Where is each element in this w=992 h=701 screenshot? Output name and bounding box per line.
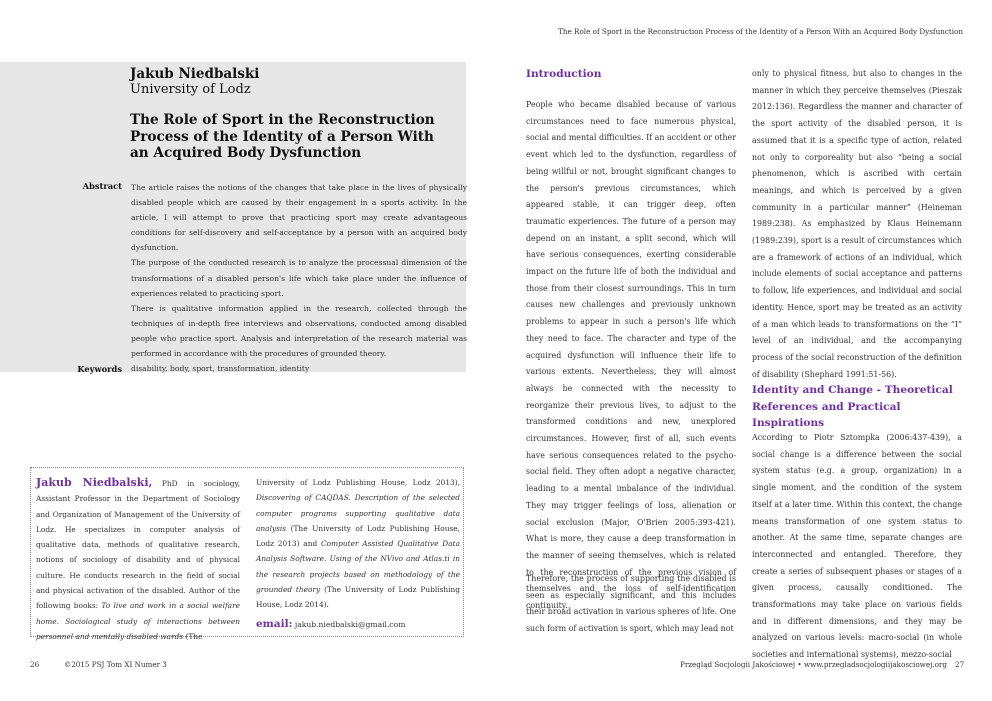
bio-text: PhD in sociology, Assistant Professor in the Department of Sociology and Organization of Management of the University of Lodz. He specializes in computer analysis of qualitative data, methods of qualitative research, notions of sociology of disability and of physical culture. He conducts research in the field of social and physical activation of the disabled. Author of the following books: [36,479,240,611]
email-row [256,618,405,630]
intro-paragraph-1: People who became disabled because of various circumstances need to face numerous physical, social and mental difficulties. If an accident or other event which led to the dysfunction, regardless of being willful or not, brought significant changes to the person's previous circumstances, which appeared stable, it can trigger deep, often traumatic experiences. The future of a person may depend on an instant, a split second, which will have serious consequences, exerting considerable impact on the future life of both the individual and those from their closest surroundings. This in turn causes new challenges and previously unknown problems to appear in such a person's life which they need to face. The character and type of the acquired dysfunction will influence their life to various extents. Nevertheless, they will almost always be connected with the necessity to reorganize their previous lives, to adjust to the transformed conditions and new, unexplored circumstances. However, first of all, such events have serious consequences related to the psycho-social field. They often adopt a negative character, leading to a mental imbalance of the individual. They may trigger feelings of loss, alienation or social exclusion (Major, O'Brien 2005:393-421). What is more, they cause a deep transformation in the manner of seeing themselves, which is related to the reconstruction of the previous vision of themselves and the loss of self-identification continuity. [526,100,736,611]
abstract-paragraph: The purpose of the conducted research is to analyze the processual dimension of the transformations of a disabled person's life which take place under the influence of experiences related to practicing sport. [131,258,467,298]
section-heading-introduction: Introduction [526,68,602,80]
paper-title: The Role of Sport in the Reconstruction Process of the Identity of a Person With an Acquired Body Dysfunction [130,112,435,161]
section-heading-identity-and-change: Identity and Change - Theoretical References and Practical Inspirations [752,384,953,429]
footer-left-text: ©2015 PSJ Tom XI Numer 3 [64,660,167,669]
intro-paragraph-2: Therefore, the process of supporting the disabled is seen as especially significant, and this includes their broad activation in various spheres of life. One such form of activation is sport, which may lead not [526,574,736,634]
bio-text: (The [183,631,203,641]
section2-paragraph-1: According to Piotr Sztompka (2006:437-439), a social change is a difference between the social system status (e.g. a group, organization) in a single moment, and the condition of the system itself at a later time. Within this context, the change means transformation of one system status to another. At the same time, separate changes are interconnected and entangled. Therefore, they create a series of subsequent phases or stages of a given process, causally conditioned. The transformations may take place on various fields and in different dimensions, and they may be analyzed on various levels: macro-social (in whole societies and international systems), mezzo-social [752,433,962,660]
abstract-paragraph: The article raises the notions of the changes that take place in the lives of physically disabled people which are caused by their engagement in a sports activity. In the article, I will attempt to prove that practicing sport may create advantageous conditions for self-discovery and self-acceptance by a person with an acquired body dysfunction. [131,183,467,253]
email-address[interactable]: jakub.niedbalski@gmail.com [294,620,406,629]
keywords-text: disability, body, sport, transformation, identity [131,364,310,373]
bio-book-title: To live and work in a social welfare home. Sociological study of interactions between personnel and mentally disabled wards [36,601,240,641]
bio-text: (The University of Lodz Publishing House, Lodz 2014). [256,585,460,610]
bio-book-title: Discovering of CAQDAS. Description of the selected computer programs supporting qualitative data analysis [256,493,460,533]
footer-right-text: Przegląd Socjologii Jakościowej • www.przegladsocjologiijakosciowej.org [680,660,947,669]
author-name: Jakub Niedbalski [130,66,260,82]
bio-book-title: Computer Assisted Qualitative Data Analysis Software. Using of the NVivo and Atlas.ti in the research projects based on methodology of the grounded theory [256,539,460,595]
author-affiliation: University of Lodz [130,82,251,97]
bio-column-2 [256,475,460,613]
email-label: email: [256,618,293,630]
bio-column-1 [36,475,240,644]
page-number-left: 26 [30,660,40,669]
abstract-label: Abstract [82,181,122,191]
page-number-right: 27 [955,660,965,669]
bio-name: Jakub Niedbalski, [36,476,153,489]
abstract-body [131,180,467,361]
bio-text: (The University of Lodz Publishing House, Lodz 2013) and [256,523,460,549]
running-head: The Role of Sport in the Reconstruction Process of the Identity of a Person With an Acquired Body Dysfunction [558,27,963,36]
intro-paragraph-3: only to physical fitness, but also to changes in the manner in which they perceive themselves (Pieszak 2012:136). Regardless the manner and character of the sport activity of the disabled person, it is assumed that it is a specific type of action, related not only to corporeality but also “being a social phenomenon, which is ascribed with certain meanings, and which is perceived by a given community in a particular manner” (Heineman 1989:238). As emphasized by Klaus Heinemann (1989:239), sport is a result of circumstances which are a framework of actions of an individual, which include elements of social acceptance and patterns to follow, life experiences, and individual and social identity. Hence, sport may be treated as an activity of a man which leads to transformations on the “I” level of an individual, and the accompanying process of the social reconstruction of the definition of disability (Shephard 1991:51-56). [752,69,962,379]
abstract-paragraph: There is qualitative information applied in the research, collected through the techniques of in-depth free interviews and observations, conducted among disabled people who practice sport. Analysis and interpretation of the research material was performed in accordance with the procedures of grounded theory. [131,303,467,359]
keywords-label: Keywords [77,364,122,374]
bio-text: University of Lodz Publishing House, Lodz 2013), [256,478,460,487]
